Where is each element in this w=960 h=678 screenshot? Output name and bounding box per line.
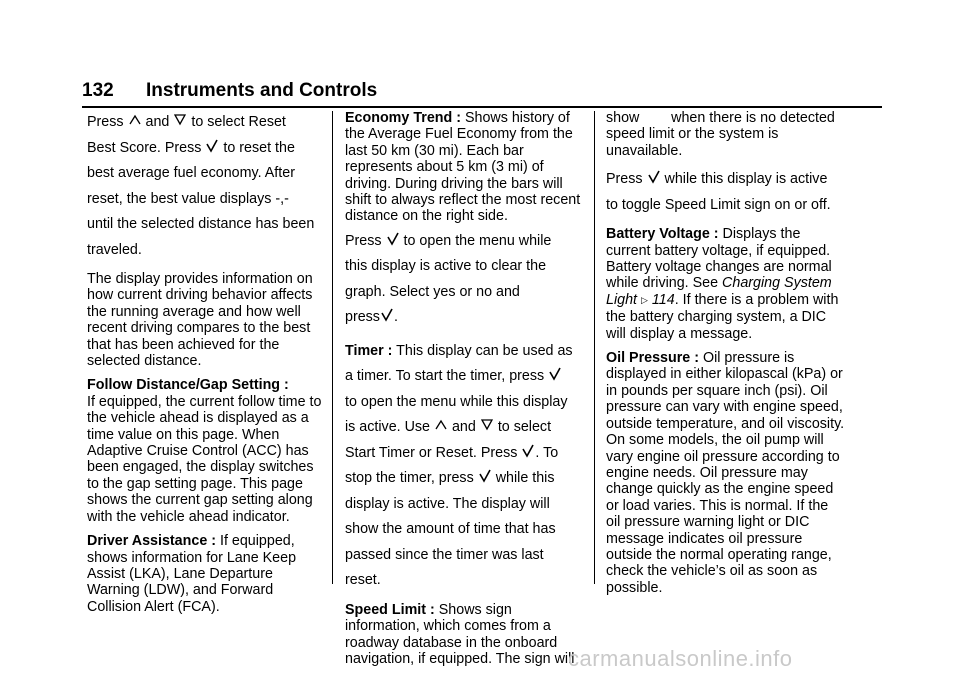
speed-limit-paragraph: Speed Limit : Shows sign information, which comes from a roadway database in the onboard navigation, if equipped. The sign will [345, 601, 575, 668]
oil-pressure-paragraph: Oil Pressure : Oil pressure is displayed in either kilopascal (kPa) or in pounds per square inch (psi). Oil pressure can vary with engine speed, outside temperature, and oil viscosity. On some models, the oil pump will vary engine oil pressure according to engine needs. Oil pressure may change quickly as the engine speed or load varies. This is normal. If the oil pressure warning light or DIC message indicates oil pressure outside the normal operating range, check the vehicle’s oil as soon as possible. [606, 350, 845, 596]
driver-assistance-paragraph: Driver Assistance : If equipped, shows information for Lane Keep Assist (LKA), Lane Departure Warning (LDW), and Forward Collision Alert (FCA). [87, 533, 297, 615]
column-divider [332, 111, 333, 584]
battery-voltage-paragraph: Battery Voltage : Displays the current battery voltage, if equipped. Battery voltage changes are normal while driving. See Charging System Light ▷ 114. If there is a problem with the battery charging system, a DIC will display a message. [606, 226, 839, 342]
checkmark-select-icon [522, 444, 534, 458]
timer-paragraph: Timer : This display can be used as a timer. To start the timer, press to open the menu while this display is active. Use and to select Start Timer or Reset. Press . To stop the timer, press while this display is active. The display will show the amount of time that has passed since the timer was last reset. [345, 342, 573, 589]
header-rule [82, 106, 882, 108]
timer-heading: Timer : [345, 342, 393, 359]
thumbwheel-down-icon [481, 418, 493, 432]
economy-clear-paragraph: Press to open the menu while this display is active to clear the graph. Select yes or no and press . [345, 232, 552, 326]
speed-limit-continued-paragraph: show when there is no detected speed limit or the system is unavailable. [606, 110, 839, 159]
thumbwheel-up-icon [435, 418, 447, 432]
column-3 [606, 110, 846, 604]
checkmark-select-icon [381, 308, 393, 322]
checkmark-select-icon [549, 367, 561, 381]
section-title: Instruments and Controls [146, 80, 378, 101]
page-header [82, 80, 882, 104]
column-1 [87, 110, 325, 623]
battery-voltage-heading: Battery Voltage : [606, 226, 719, 243]
page-reference[interactable]: 114 [651, 291, 675, 308]
display-info-paragraph: The display provides information on how current driving behavior affects the running average and how well recent driving compares to the best that has been achieved for the selected distance. [87, 271, 313, 370]
thumbwheel-down-icon [174, 113, 186, 127]
checkmark-select-icon [387, 232, 399, 246]
watermark: carmanualsonline.info [568, 646, 793, 671]
thumbwheel-up-icon [129, 113, 141, 127]
speed-limit-toggle-paragraph: Press while this display is active to toggle Speed Limit sign on or off. [606, 171, 831, 213]
economy-trend-paragraph: Economy Trend : Shows history of the Average Fuel Economy from the last 50 km (30 mi). Each bar represents about 5 km (3 mi) of driving. During driving the bars will shift to always reflect the most recent distance on the right side. [345, 110, 581, 225]
best-score-paragraph: Press and to select Reset Best Score. Press to reset the best average fuel economy. After reset, the best value displays -,- until the selected distance has been traveled. [87, 114, 315, 258]
checkmark-select-icon [479, 469, 491, 483]
column-divider [594, 111, 595, 584]
checkmark-select-icon [206, 139, 218, 153]
checkmark-select-icon [648, 170, 660, 184]
charging-system-light-link[interactable]: Charging System Light [606, 275, 832, 308]
column-2 [345, 110, 585, 675]
oil-pressure-heading: Oil Pressure : [606, 350, 699, 367]
follow-distance-heading: Follow Distance/Gap Setting : [87, 377, 289, 394]
economy-trend-heading: Economy Trend : [345, 110, 461, 126]
speed-limit-heading: Speed Limit : [345, 601, 435, 618]
follow-distance-paragraph: Follow Distance/Gap Setting : If equipped, the current follow time to the vehicle ahead is displayed as a time value on this page. When Adaptive Cruise Control (ACC) has been engaged, the display switches to the gap setting page. This page shows the current gap setting along with the vehicle ahead indicator. [87, 377, 322, 525]
driver-assistance-heading: Driver Assistance : [87, 533, 216, 550]
page-reference-arrow-icon: ▷ [641, 294, 648, 305]
page-number: 132 [82, 80, 114, 101]
